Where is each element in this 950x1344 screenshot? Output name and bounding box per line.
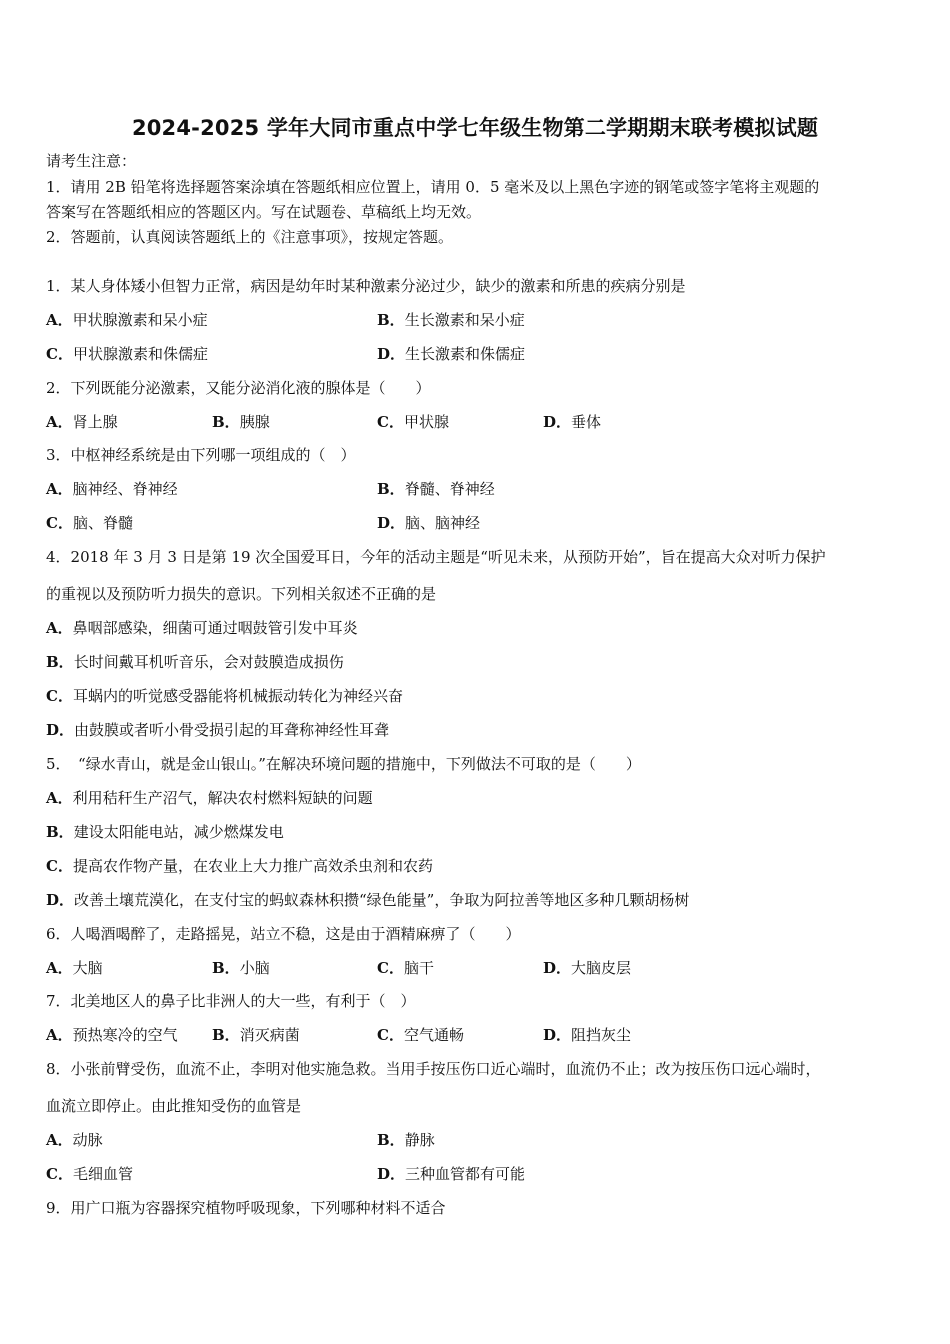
option-d: D．脑、脑神经	[377, 514, 481, 532]
option-c: C．毛细血管	[46, 1165, 133, 1183]
question-stem: 8．小张前臂受伤，血流不止，李明对他实施急救。当用手按压伤口近心端时，血流仍不止；改为按压伤口远心端时，	[46, 1060, 821, 1078]
question-stem: 1．某人身体矮小但智力正常，病因是幼年时某种激素分泌过少，缺少的激素和所患的疾病分别是	[46, 277, 686, 295]
question-stem: 2．下列既能分泌激素，又能分泌消化液的腺体是（ ）	[46, 379, 431, 397]
notice-line: 2．答题前，认真阅读答题纸上的《注意事项》，按规定答题。	[46, 228, 454, 246]
option-a: A．利用秸秆生产沼气，解决农村燃料短缺的问题	[46, 789, 373, 807]
question-stem: 的重视以及预防听力损失的意识。下列相关叙述不正确的是	[46, 585, 437, 603]
option-a: A．鼻咽部感染，细菌可通过咽鼓管引发中耳炎	[46, 619, 358, 637]
option-d: D．三种血管都有可能	[377, 1165, 526, 1183]
option-c: C．甲状腺	[377, 413, 449, 431]
question-stem: 血流立即停止。由此推知受伤的血管是	[46, 1097, 302, 1115]
page-title: 2024-2025 学年大同市重点中学七年级生物第二学期期末联考模拟试题	[131, 116, 819, 140]
notice-line: 1．请用 2B 铅笔将选择题答案涂填在答题纸相应位置上，请用 0．5 毫米及以上黑色字迹的钢笔或签字笔将主观题的	[46, 178, 820, 196]
option-a: A．脑神经、脊神经	[46, 480, 178, 498]
option-b: B．消灭病菌	[212, 1026, 300, 1044]
option-b: B．静脉	[377, 1131, 435, 1149]
option-a: A．大脑	[46, 959, 103, 977]
option-b: B．生长激素和呆小症	[377, 311, 525, 329]
notice-heading: 请考生注意：	[46, 152, 137, 170]
option-a: A．肾上腺	[46, 413, 118, 431]
option-c: C．脑干	[377, 959, 434, 977]
option-a: A．动脉	[46, 1131, 103, 1149]
option-c: C．提高农作物产量，在农业上大力推广高效杀虫剂和农药	[46, 857, 433, 875]
question-stem: 5． “绿水青山，就是金山银山。”在解决环境问题的措施中，下列做法不可取的是（ ）	[46, 755, 641, 773]
option-d: D．由鼓膜或者听小骨受损引起的耳聋称神经性耳聋	[46, 721, 390, 739]
option-b: B．胰腺	[212, 413, 270, 431]
option-c: C．脑、脊髓	[46, 514, 133, 532]
question-stem: 6．人喝酒喝醉了，走路摇晃，站立不稳，这是由于酒精麻痹了（ ）	[46, 925, 521, 943]
option-b: B．脊髓、脊神经	[377, 480, 495, 498]
question-stem: 3．中枢神经系统是由下列哪一项组成的（ ）	[46, 446, 356, 464]
option-d: D．大脑皮层	[543, 959, 632, 977]
option-d: D．垂体	[543, 413, 602, 431]
option-d: D．阻挡灰尘	[543, 1026, 632, 1044]
option-c: C．甲状腺激素和侏儒症	[46, 345, 208, 363]
option-b: B．小脑	[212, 959, 270, 977]
option-d: D．生长激素和侏儒症	[377, 345, 526, 363]
option-b: B．长时间戴耳机听音乐，会对鼓膜造成损伤	[46, 653, 344, 671]
notice-line: 答案写在答题纸相应的答题区内。写在试题卷、草稿纸上均无效。	[46, 203, 482, 221]
option-d: D．改善土壤荒漠化，在支付宝的蚂蚁森林积攒“绿色能量”，争取为阿拉善等地区多种几颗胡杨树	[46, 891, 690, 909]
question-stem: 7．北美地区人的鼻子比非洲人的大一些，有利于（ ）	[46, 992, 416, 1010]
option-b: B．建设太阳能电站，减少燃煤发电	[46, 823, 284, 841]
option-c: C．耳蜗内的听觉感受器能将机械振动转化为神经兴奋	[46, 687, 403, 705]
option-c: C．空气通畅	[377, 1026, 464, 1044]
option-a: A．预热寒冷的空气	[46, 1026, 178, 1044]
question-stem: 9．用广口瓶为容器探究植物呼吸现象，下列哪种材料不适合	[46, 1199, 446, 1217]
option-a: A．甲状腺激素和呆小症	[46, 311, 208, 329]
question-stem: 4．2018 年 3 月 3 日是第 19 次全国爱耳日，今年的活动主题是“听见未来，从预防开始”，旨在提高大众对听力保护	[46, 548, 826, 566]
